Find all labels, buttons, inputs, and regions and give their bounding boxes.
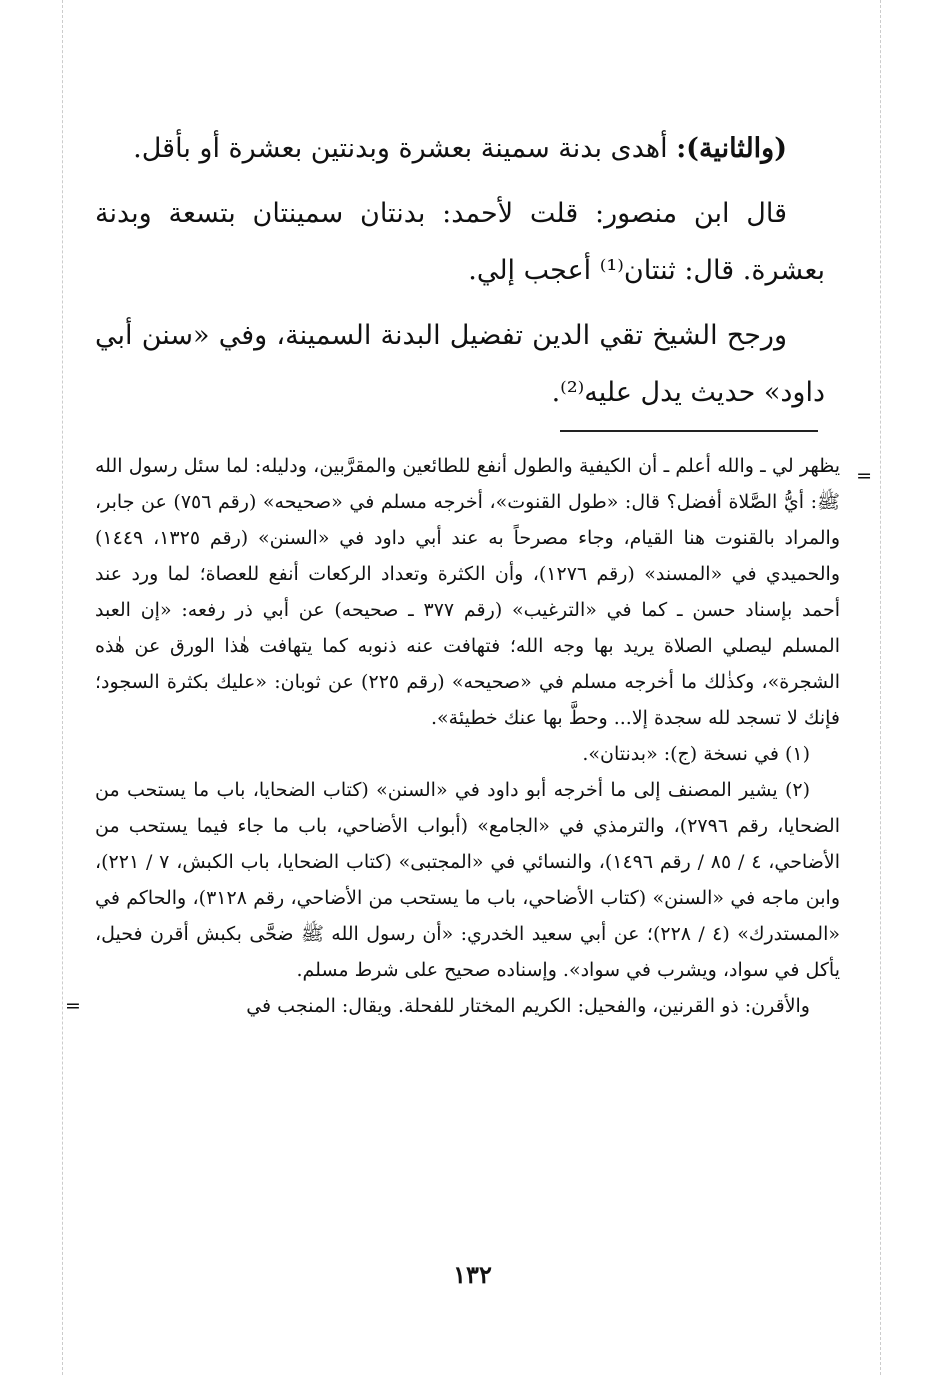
paragraph-2: قال ابن منصور: قلت لأحمد: بدنتان سمينتان بتسعة وبدنة بعشرة. قال: ثنتان⁽¹⁾ أعجب إلي. [95,198,825,286]
continuation-mark: = [856,465,872,487]
continued-mark: = [65,995,81,1017]
footnotes [65,448,872,1024]
paragraph-1-text: أهدى بدنة سمينة بعشرة وبدنتين بعشرة أو بأقل. [133,133,677,164]
footnote-3 [65,988,840,1024]
footnote-2: (٢) يشير المصنف إلى ما أخرجه أبو داود في «السنن» (كتاب الضحايا، باب ما يستحب من الضحايا، رقم ٢٧٩٦)، والترمذي في «الجامع» (أبواب الأضاحي، باب ما جاء فيما يستحب من الأضاحي، ٤ / ٨٥ / رقم ١٤٩٦)، والنسائي في «المجتبى» (كتاب الضحايا، باب الكبش، ٧ / ٢٢١)، وابن ماجه في «السنن» (كتاب الأضاحي، باب ما يستحب من الأضاحي، رقم ٣١٢٨)، والحاكم في «المستدرك» (٤ / ٢٢٨)؛ عن أبي سعيد الخدري: «أن رسول الله ﷺ ضحَّى بكبش أقرن فحيل، يأكل في سواد، ويشرب في سواد». وإسناده صحيح على شرط مسلم. [95,779,840,981]
main-text [95,120,825,429]
page-number: ١٣٢ [453,1260,492,1289]
footnote-continuation-text: يظهر لي ـ والله أعلم ـ أن الكيفية والطول أنفع للطائعين والمقرَّبين، ودليله: لما سئل رسول الله ﷺ: أيُّ الصَّلاة أفضل؟ قال: «طول القنوت»، أخرجه مسلم في «صحيحه» (رقم ٧٥٦) عن جابر، والمراد بالقنوت هنا القيام، وجاء مصرحاً به عند أبي داود في «السنن» (رقم ١٣٢٥، ١٤٤٩) والحميدي في «المسند» (رقم ١٢٧٦)، وأن الكثرة وتعداد الركعات أنفع للعصاة؛ لما ورد عند أحمد بإسناد حسن ـ كما في «الترغيب» (رقم ٣٧٧ ـ صحيحه) عن أبي ذر رفعه: «إن العبد المسلم ليصلي الصلاة يريد بها وجه الله؛ فتهافت عنه ذنوبه كما يتهافت هٰذا الورق عن هٰذه الشجرة»، وكذٰلك ما أخرجه مسلم في «صحيحه» (رقم ٢٢٥) عن ثوبان: «عليك بكثرة السجود؛ فإنك لا تسجد لله سجدة إلا... وحطَّ بها عنك خطيئة». [95,455,841,729]
paragraph-1-lead: (والثانية): [676,133,787,164]
footnote-1: (١) في نسخة (ج): «بدنتان». [582,743,810,765]
paragraph-3: ورجح الشيخ تقي الدين تفضيل البدنة السمينة، وفي «سنن أبي داود» حديث يدل عليه⁽²⁾. [95,320,825,408]
footnote-separator [560,430,818,432]
footnote-3-text: والأقرن: ذو القرنين، والفحيل: الكريم المختار للفحلة. ويقال: المنجب في [246,995,810,1017]
footnote-continuation [95,448,872,736]
margin-guide-right [880,0,881,1375]
margin-guide-left [62,0,63,1375]
paragraph-1 [95,120,825,177]
